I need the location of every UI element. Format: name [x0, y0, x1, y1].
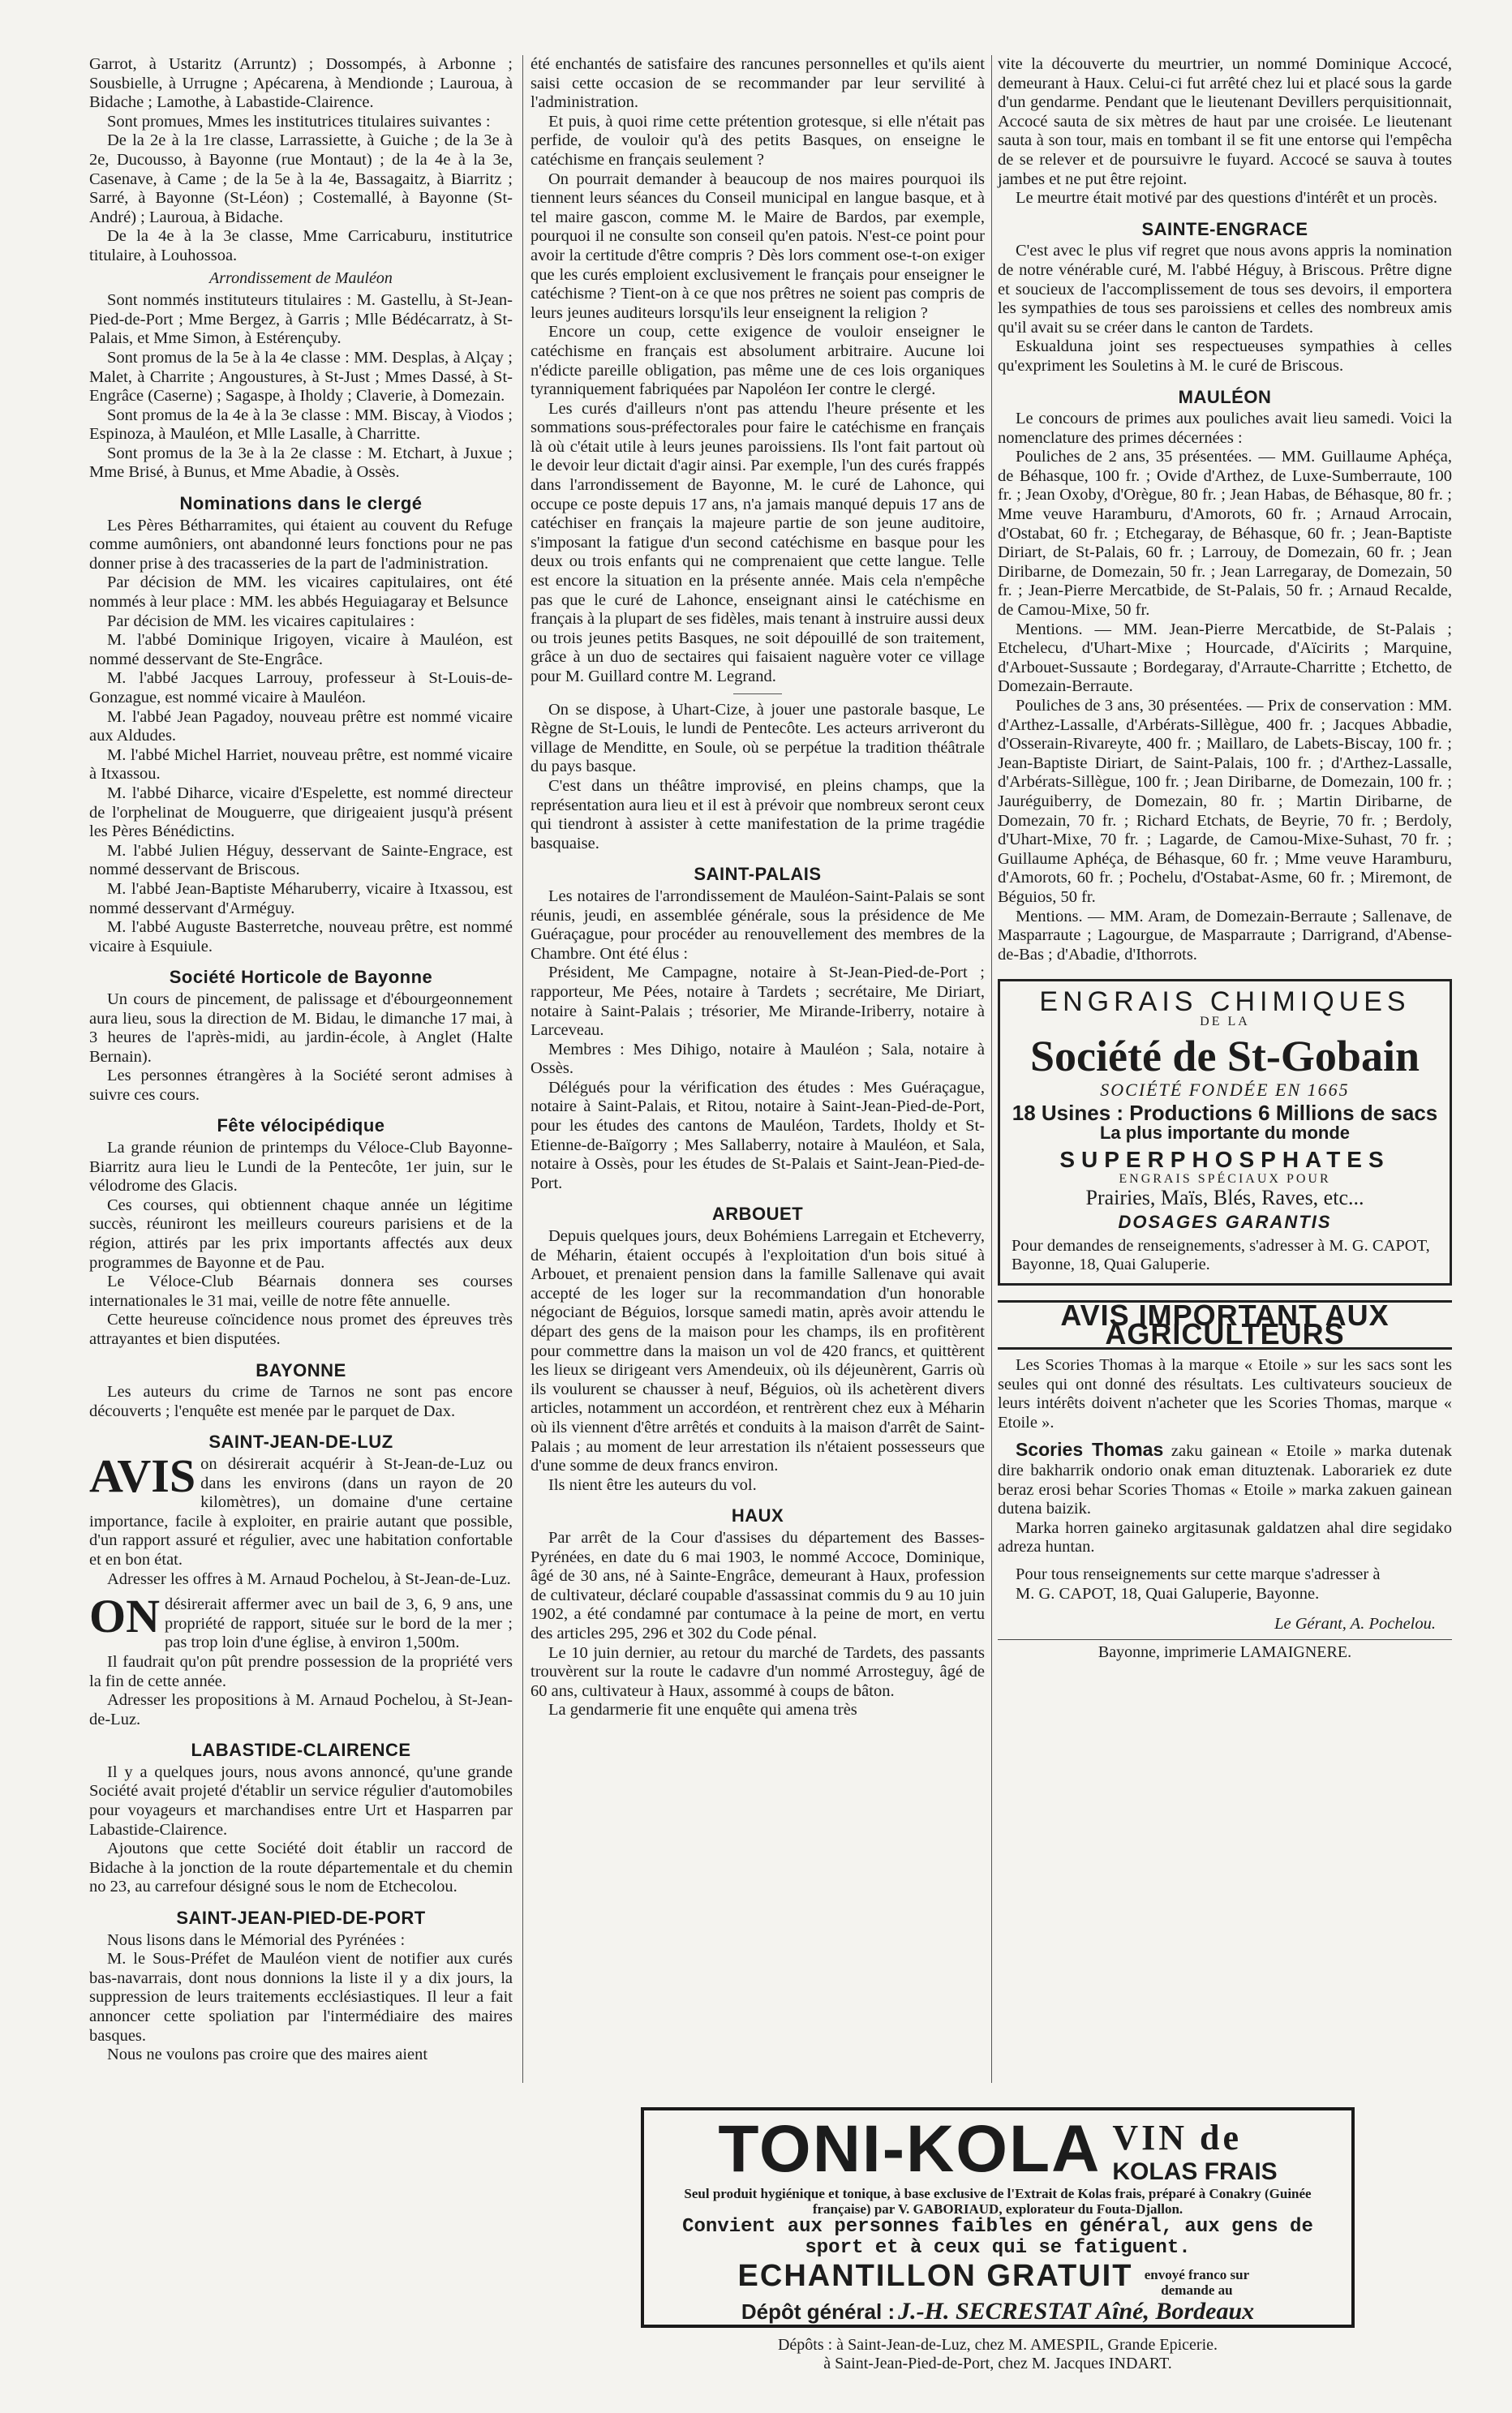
paragraph: Nous ne voulons pas croire que des maires aient: [107, 2046, 428, 2064]
heading-bayonne: BAYONNE: [256, 1359, 346, 1380]
toni-echantillon-row: [655, 2259, 1340, 2298]
heading-clerge: Nominations dans le clergé: [179, 493, 423, 514]
paragraph: M. l'abbé Auguste Basterretche, nouveau prêtre, est nommé vicaire à Esquiule.: [89, 918, 513, 955]
paragraph: vite la découverte du meurtrier, un nommé Dominique Accocé, demeurant à Haux. Celui-ci fut arrêté chez lui et placé sous la garde d'un gendarme. Pendant que le lieutenant Devillers perquisitionnait, Accocé sauta de six mètres de haut par une croisée. Le lieutenant sauta à son tour, mais en tombant il se fit une entorse qui l'empêcha de se relever et de poursuivre le fuyard. Accocé se sauva à toutes jambes et ne put être rejoint.: [998, 55, 1452, 188]
toni-echantillon: ECHANTILLON GRATUIT: [737, 2259, 1133, 2293]
toni-depot-row: [655, 2298, 1340, 2325]
paragraph: Par décision de MM. les vicaires capitulaires :: [107, 612, 415, 630]
imprimerie: Bayonne, imprimerie LAMAIGNERE.: [998, 1639, 1452, 1663]
paragraph: Ils nient être les auteurs du vol.: [548, 1475, 757, 1494]
paragraph: Les Scories Thomas à la marque « Etoile » sur les sacs sont les seules qui ont donné des résultats. Les cultivateurs soucieux de leurs intérêts doivent n'acheter que les Scories Thomas, marque « Etoile ».: [998, 1356, 1452, 1432]
paragraph: Depuis quelques jours, deux Bohémiens Larregain et Etcheverry, de Méharin, étaient occupés à l'exploitation d'un bois situé à Arbouet, et prenaient pension dans la famille Sallenave qui avait accepté de les loger sur la recommandation d'un honorable négociant de Béguios, lorsque samedi matin, après avoir attendu le départ des gens de la maison pour les champs, ils en profitèrent pour commettre dans la maison un vol de 420 francs, et quittèrent les lieux se dirigeant vers Amendeuix, où ils déjeunèrent, Garris où ils voulurent se chausser à neuf, Béguios, où ils achetèrent divers articles, notamment un accordéon, et rentrèrent chez eux à Méharin où ils viennent d'être arrêtés et conduits à la maison d'arrêt de Saint-Palais ; au moment de leur arrestation ils n'étaient possesseurs que d'une somme de deux francs environ.: [530, 1227, 985, 1475]
paragraph: Les auteurs du crime de Tarnos ne sont pas encore découverts ; l'enquête est menée par le parquet de Dax.: [89, 1383, 513, 1420]
paragraph: Le 10 juin dernier, au retour du marché de Tardets, des passants trouvèrent sur la route le cadavre d'un nommé Arrosteguy, âgé de 60 ans, cultivateur à Haux, assommé à coups de bâton.: [530, 1643, 985, 1700]
paragraph: Par décision de MM. les vicaires capitulaires, ont été nommés à leur place : MM. les abbés Heguiagaray et Belsunce: [89, 573, 513, 612]
ad-toni-kola: [641, 2107, 1355, 2328]
depots-line-1: Dépôts : à Saint-Jean-de-Luz, chez M. AMESPIL, Grande Epicerie.: [777, 2336, 1218, 2354]
paragraph: Le Véloce-Club Béarnais donnera ses courses internationales le 31 mai, veille de notre fête annuelle.: [89, 1273, 513, 1310]
paragraph: M. l'abbé Dominique Irigoyen, vicaire à Mauléon, est nommé desservant de Ste-Engrâce.: [89, 631, 513, 668]
paragraph: Garrot, à Ustaritz (Arruntz) ; Dossompés, à Arbonne ; Sousbielle, à Urrugne ; Apécarena, à Mendionde ; Lauroua, à Bidache ; Lamothe, à Labastide-Clairence.: [89, 55, 513, 112]
paragraph: Sont promues, Mmes les institutrices titulaires suivantes :: [107, 112, 491, 131]
subheading-mauleon: Arrondissement de Mauléon: [209, 268, 393, 287]
ad-superphosphates: SUPERPHOSPHATES: [1059, 1147, 1390, 1173]
column-2: [530, 55, 985, 1720]
paragraph: Et puis, à quoi rime cette prétention grotesque, si elle n'était pas perfide, de vouloir qu'à des petits Basques, on enseigne le catéchisme en français seulement ?: [530, 112, 985, 169]
paragraph: La grande réunion de printemps du Véloce-Club Bayonne-Biarritz aura lieu le Lundi de la Pentecôte, 1er juin, sur le vélodrome des Glacis.: [89, 1139, 513, 1196]
paragraph: Ces courses, qui obtiennent chaque année un légitime succès, réuniront les meilleurs coureurs parisiens et de la région, attirés par les prix importants affectés aux deux programmes de Bayonne et de Pau.: [89, 1196, 513, 1272]
paragraph: On pourrait demander à beaucoup de nos maires pourquoi ils tiennent leurs séances du Conseil municipal en langue basque, et à tel maire gascon, comme M. le Maire de Bardos, par exemple, pourquoi il ne consulte son conseil qu'en patois. N'est-ce point pour avoir la certitude d'être compris ? Dès lors comment ose-t-on exiger que les curés emploient exclusivement le français pour enseigner le catéchisme ? Tient-on à ce que nos prêtres ne soient pas compris de leurs jeunes auditeurs lorsqu'ils leur enseignent la religion ?: [530, 170, 985, 322]
paragraph: M. G. CAPOT, 18, Quai Galuperie, Bayonne.: [1016, 1584, 1320, 1603]
paragraph: De la 2e à la 1re classe, Larrassiette, à Guiche ; de la 3e à 2e, Ducousso, à Bayonne (rue Montaut) ; de la 4e à la 3e, Casenave, à Came ; de la 5e à la 4e, Bassagaitz, à Biarritz ; Sarré, à Bayonne (St-Léon) ; Costemallé, à Bayonne (St-André) ; Lauroua, à Bidache.: [89, 131, 513, 226]
paragraph: La gendarmerie fit une enquête qui amena très: [548, 1701, 857, 1720]
toni-convient: Convient aux personnes faibles en général, aux gens de sport et à ceux qui se fatiguent.: [682, 2216, 1313, 2259]
paragraph: Cette heureuse coïncidence nous promet des épreuves très attrayantes et bien disputées.: [89, 1311, 513, 1348]
paragraph: C'est avec le plus vif regret que nous avons appris la nomination de notre vénérable curé, M. l'abbé Héguy, à Briscous. Prêtre digne et soucieux de l'accomplissement de tous ses devoirs, il emportera les sympathies de tous ses paroissiens et celles des nombreux amis qu'il avait su se créer dans le canton de Tardets.: [998, 242, 1452, 337]
paragraph: Le concours de primes aux pouliches avait lieu samedi. Voici la nomenclature des primes décernées :: [998, 410, 1452, 447]
classified-avis: AVIS on désirerait acquérir à St-Jean-de-Luz ou dans les environs (dans un rayon de 20 kilomètres), un domaine d'une certaine importance, facile à exploiter, en prairie autant que possible, d'un rapport assuré et régulier, avec une habitation confortable et en bon état.: [89, 1449, 513, 1569]
ad-company-name: Société de St-Gobain: [1030, 1031, 1420, 1080]
classified-on: ON désirerait affermer avec un bail de 3, 6, 9 ans, une propriété de rapport, située sur le bord de la mer ; pas trop loin d'une église, à environ 1,500m.: [89, 1590, 513, 1652]
paragraph: Adresser les offres à M. Arnaud Pochelou, à St-Jean-de-Luz.: [107, 1569, 511, 1588]
paragraph: Nous lisons dans le Mémorial des Pyrénées :: [107, 1930, 406, 1949]
paragraph: été enchantés de satisfaire des rancunes personnelles et qu'ils aient saisi cette occasion de se recommander par leur servilité à l'administration.: [530, 55, 985, 112]
paragraph: C'est dans un théâtre improvisé, en pleins champs, que la représentation aura lieu et il est à prévoir que nombreux seront ceux qui tiendront à assister à cette manifestation de la prime tragédie basquaise.: [530, 776, 985, 852]
paragraph-basque: Scories Thomas zaku gainean « Etoile » marka dutenak dire bakharrik ondorio onak eman dituztenak. Laborariek ez dute beraz erosi behar Scories Thomas « Etoile » marka zakuen gainean dutena baizik.: [998, 1439, 1452, 1518]
paragraph: M. le Sous-Préfet de Mauléon vient de notifier aux curés bas-navarrais, dont nous donnions la liste il y a dix jours, la suppression de leurs traitements ecclésiastiques. Il leur a fait annoncer cette spoliation par l'intermédiaire des maires basques.: [89, 1950, 513, 2045]
heading-labastide: LABASTIDE-CLAIRENCE: [191, 1740, 411, 1761]
paragraph: M. l'abbé Jacques Larrouy, professeur à St-Louis-de-Gonzague, est nommé vicaire à Mauléon.: [89, 669, 513, 706]
heading-arbouet: ARBOUET: [711, 1204, 804, 1225]
paragraph: M. l'abbé Michel Harriet, nouveau prêtre, est nommé vicaire à Itxassou.: [89, 745, 513, 784]
dropcap-avis: AVIS: [89, 1449, 196, 1502]
paragraph: On se dispose, à Uhart-Cize, à jouer une pastorale basque, Le Règne de St-Louis, le lundi de Pentecôte. Les acteurs arriveront du village de Menditte, en Soule, où se perpétue la tradition théâtrale du pays basque.: [530, 700, 985, 776]
column-3: [998, 55, 1452, 1662]
scories-heading: Scories Thomas: [1016, 1439, 1164, 1461]
paragraph: Sont nommés instituteurs titulaires : M. Gastellu, à St-Jean-Pied-de-Port ; Mme Bergez, à Garris ; Mlle Bédécarratz, à St-Palais, et Mme Simon, à Estérençuby.: [89, 291, 513, 348]
paragraph: M. l'abbé Diharce, vicaire d'Espelette, est nommé directeur de l'orphelinat de Mouguerre, que dirigeaient jusqu'à présent les Pères Bénédictins.: [89, 784, 513, 841]
paragraph: Les curés d'ailleurs n'ont pas attendu l'heure présente et les sommations sous-préfectorales pour faire le catéchisme en français là où c'était utile à leurs jeunes paroissiens. Ils l'ont fait partout où le devoir leur dictait d'agir ainsi. Par exemple, l'un des curés frappés dans l'arrondissement de Bayonne, M. le curé de Lahonce, qui occupe ce poste depuis 17 ans, n'a jamais manqué depuis 17 ans de catéchiser en français la majeure partie de son jeune auditoire, s'imposant la fatigue d'un second catéchisme en basque pour les deux ou trois enfants qui ne comprenaient que cette langue. Telle est encore la situation en la présente année. Mais cela n'empêche pas que le curé de Lahonce, enseignant ainsi le catéchisme en français à la plupart de ses fidèles, mais tenant à instruire aussi deux ou trois jeunes petits Basques, ne soit dépouillé de son traitement, grâce à un duo de sectaires qui faisaient naguère voter ce village pour M. Guillard contre M. Legrand.: [530, 399, 985, 685]
avis-agriculteurs-title: AVIS IMPORTANT AUX AGRICULTEURS: [998, 1300, 1452, 1350]
ad-de-la: DE LA: [1200, 1014, 1250, 1028]
heading-mauleon: MAULÉON: [1178, 386, 1272, 407]
heading-sainte-engrace: SAINTE-ENGRACE: [1141, 218, 1308, 239]
paragraph: M. l'abbé Jean Pagadoy, nouveau prêtre est nommé vicaire aux Aldudes.: [89, 707, 513, 745]
paragraph: Pouliches de 2 ans, 35 présentées. — MM. Guillaume Aphéça, de Béhasque, 100 fr. ; Ovide d'Arthez, de Luxe-Sumberraute, 100 fr. ; Jean Oxoby, d'Orègue, 80 fr. ; Jean Habas, de Béhasque, 80 fr. ; Mme veuve Haramburu, d'Amorots, 60 fr. ; Arnaud Arrocain, d'Ostabat, 60 fr. ; Etchegaray, de Béhasque, 60 fr. ; Jean-Baptiste Diriart, de St-Palais, 60 fr. ; Larrouy, de Domezain, 60 fr. ; Jean Diribarne, de Domezain, 50 fr. ; Jean Larregaray, de Domezain, 50 fr. ; Jean-Pierre Mercatbide, de St-Palais, 50 fr. ; Arnaud Recalde, de Camou-Mixe, 50 fr.: [998, 448, 1452, 620]
toni-title: TONI-KOLA: [718, 2112, 1102, 2186]
ad-usines: 18 Usines : Productions 6 Millions de sacs: [1012, 1101, 1438, 1126]
toni-vin: VIN de: [1112, 2118, 1243, 2158]
ad-saint-gobain: [998, 979, 1452, 1286]
depots-line-2: à Saint-Jean-Pied-de-Port, chez M. Jacques INDART.: [823, 2355, 1172, 2372]
paragraph: Le meurtre était motivé par des questions d'intérêt et un procès.: [1016, 189, 1438, 208]
heading-horticole: Société Horticole de Bayonne: [169, 967, 433, 988]
paragraph: Un cours de pincement, de palissage et d'ébourgeonnement aura lieu, sous la direction de M. Bidau, le dimanche 17 mai, à 3 heures de l'après-midi, au jardin-école, à Anglet (Halte Bernain).: [89, 990, 513, 1066]
ad-crops: Prairies, Maïs, Blés, Raves, etc...: [1085, 1186, 1364, 1210]
paragraph: M. l'abbé Jean-Baptiste Méharuberry, vicaire à Itxassou, est nommé desservant d'Arméguy.: [89, 879, 513, 917]
ad-importante: La plus importante du monde: [1099, 1122, 1350, 1143]
ad-arc-title: ENGRAIS CHIMIQUES: [1039, 986, 1411, 1018]
heading-haux: HAUX: [731, 1505, 784, 1526]
paragraph: Sont promus de la 4e à la 3e classe : MM. Biscay, à Viodos ; Espinoza, à Mauléon, et Mlle Lasalle, à Charritte.: [89, 406, 513, 444]
toni-right-block: [1112, 2117, 1277, 2186]
heading-sjl: SAINT-JEAN-DE-LUZ: [208, 1432, 393, 1453]
ad-contact: Pour demandes de renseignements, s'adresser à M. G. CAPOT, Bayonne, 18, Quai Galuperie.: [1012, 1236, 1430, 1274]
paragraph: Pouliches de 3 ans, 30 présentées. — Prix de conservation : MM. d'Arthez-Lassalle, d'Arbérats-Sillègue, 400 fr. ; Jacques Abbadie, d'Osserain-Rivareyte, 400 fr. ; Maillaro, de Labets-Biscay, 100 fr. ; Jean-Baptiste Diriart, de Saint-Palais, 100 fr. ; d'Arthez-Lassalle, d'Arbérats-Sillègue, 100 fr. ; Jean Diribarne, de Domezain, 100 fr. ; Jauréguiberry, de Domezain, 80 fr. ; Martin Diribarne, de Domezain, 70 fr. ; Richard Etchats, de Beyrie, 70 fr. ; Berdoly, d'Uhart-Mixe, 70 fr. ; Lagarde, de Camou-Mixe-Suhast, 70 fr. ; Guillaume Aphéça, de Béhasque, 60 fr. ; Mme veuve Haramburu, d'Amorots, 60 fr. ; Pochelu, d'Ostabat-Asme, 60 fr. ; Miremont, de Béguios, 50 fr.: [998, 697, 1452, 906]
paragraph: De la 4e à la 3e classe, Mme Carricaburu, institutrice titulaire, à Louhossoa.: [89, 227, 513, 264]
paragraph: Pour tous renseignements sur cette marque s'adresser à: [1016, 1565, 1381, 1583]
paragraph: Mentions. — MM. Aram, de Domezain-Berraute ; Sallenave, de Masparraute ; Lagourgue, de Masparraute ; Darrigrand, d'Abense-de-Bas ; d'Abadie, d'Ithorrots.: [998, 907, 1452, 964]
separator: [733, 693, 782, 694]
column-1: [89, 55, 513, 2065]
paragraph: Les personnes étrangères à la Société seront admises à suivre ces cours.: [89, 1067, 513, 1104]
paragraph: Sont promus de la 3e à la 2e classe : M. Etchart, à Juxue ; Mme Brisé, à Bunus, et Mme Abadie, à Ossès.: [89, 444, 513, 482]
ad-founded: SOCIÉTÉ FONDÉE EN 1665: [1100, 1079, 1350, 1100]
paragraph: Délégués pour la vérification des études : Mes Guéraçague, notaire à Saint-Palais, et Ritou, notaire à Saint-Jean-Pied-de-Port, pour les études des cantons de Mauléon, Tardets, Iholdy et St-Etienne-de-Baïgorry ; Mes Sallaberry, notaire à Mauléon, et Sala, notaire à Ossès, pour les études de St-Palais et Saint-Jean-Pied-de-Port.: [530, 1078, 985, 1192]
paragraph: M. l'abbé Julien Héguy, desservant de Sainte-Engrace, est nommé desservant de Briscous.: [89, 841, 513, 879]
toni-description: Seul produit hygiénique et tonique, à base exclusive de l'Extrait de Kolas frais, préparé à Conakry (Guinée française) par V. GABORIAUD, explorateur du Fouta-Djallon.: [684, 2186, 1312, 2217]
paragraph: Il y a quelques jours, nous avons annoncé, qu'une grande Société avait projeté d'établir un service régulier d'automobiles pour voyageurs et marchandises entre Urt et Hasparren par Labastide-Clairence.: [89, 1763, 513, 1839]
paragraph: Eskualduna joint ses respectueuses sympathies à celles qu'expriment les Souletins à M. le curé de Briscous.: [998, 337, 1452, 375]
toni-depot-name: J.-H. SECRESTAT Aîné, Bordeaux: [898, 2298, 1255, 2325]
paragraph: Les notaires de l'arrondissement de Mauléon-Saint-Palais se sont réunis, jeudi, en assemblée générale, sous la présidence de Me Guéraçague, pour procéder au renouvellement des membres de la Chambre. Ont été élus :: [530, 887, 985, 963]
paragraph: Par arrêt de la Cour d'assises du département des Basses-Pyrénées, en date du 6 mai 1903, le nommé Accoce, Dominique, âgé de 30 ans, né à Sainte-Engrâce, demeurant à Haux, profession de cultivateur, déclaré coupable d'assassinat commis du 9 au 10 juin 1902, a été condamné par contumace à la peine de mort, en vertu des articles 295, 296 et 302 du Code pénal.: [530, 1528, 985, 1642]
paragraph: Sont promus de la 5e à la 4e classe : MM. Desplas, à Alçay ; Malet, à Charrite ; Angoustures, à St-Just ; Mmes Dassé, à St-Engrâce (Caserne) ; Sagaspe, à Iholdy ; Claverie, à Domezain.: [89, 348, 513, 406]
paragraph: Adresser les propositions à M. Arnaud Pochelou, à St-Jean-de-Luz.: [89, 1691, 513, 1728]
ad-dosages: DOSAGES GARANTIS: [1118, 1212, 1332, 1233]
toni-echantillon-side: envoyé franco sur demande au: [1144, 2267, 1250, 2299]
heading-saint-palais: SAINT-PALAIS: [694, 864, 822, 885]
column-rule-1: [522, 55, 523, 2083]
dropcap-on: ON: [89, 1590, 160, 1643]
paragraph: Ajoutons que cette Société doit établir un raccord de Bidache à la jonction de la route départementale et du chemin no 23, au carrefour désigné sous le nom de Etchecolou.: [89, 1840, 513, 1896]
ad-speciaux: ENGRAIS SPÉCIAUX POUR: [1119, 1171, 1331, 1186]
paragraph: Les Pères Bétharramites, qui étaient au couvent du Refuge comme aumôniers, ont abandonné leurs fonctions pour ne pas donner prise à des tracasseries de la part de l'administration.: [89, 516, 513, 573]
heading-velo: Fête vélocipédique: [217, 1115, 385, 1136]
heading-sjpp: SAINT-JEAN-PIED-DE-PORT: [176, 1908, 426, 1929]
paragraph: Il faudrait qu'on pût prendre possession de la propriété vers la fin de cette année.: [89, 1652, 513, 1690]
paragraph: Président, Me Campagne, notaire à St-Jean-Pied-de-Port ; rapporteur, Me Pées, notaire à Tardets ; secrétaire, Me Diriart, notaire à Saint-Palais ; trésorier, Me Mirande-Iriberry, notaire à Larceveau.: [530, 964, 985, 1040]
gerant-signature: Le Gérant, A. Pochelou.: [1274, 1615, 1436, 1634]
paragraph: Mentions. — MM. Jean-Pierre Mercatbide, de St-Palais ; Etchelecu, d'Uhart-Mixe ; Hourcade, d'Aïcirits ; Marquine, d'Arbouet-Sussaute ; Bordegaray, d'Arraute-Charritte ; Etchetto, de Domezain-Berraute.: [998, 620, 1452, 696]
paragraph: Marka horren gaineko argitasunak galdatzen ahal dire segidako adreza huntan.: [998, 1518, 1452, 1556]
toni-depots: [641, 2336, 1355, 2373]
toni-depot-label: Dépôt général :: [741, 2299, 896, 2325]
paragraph: Encore un coup, cette exigence de vouloir enseigner le catéchisme en français est absolument arbitraire. Aucune loi n'édicte pareille obligation, pas même une de ces lois organiques tyranniquement fabriquées par Napoléon Ier contre le clergé.: [530, 323, 985, 399]
paragraph: Membres : Mes Dihigo, notaire à Mauléon ; Sala, notaire à Ossès.: [530, 1040, 985, 1078]
toni-kolas: KOLAS FRAIS: [1112, 2158, 1278, 2185]
column-rule-2: [991, 55, 992, 2083]
